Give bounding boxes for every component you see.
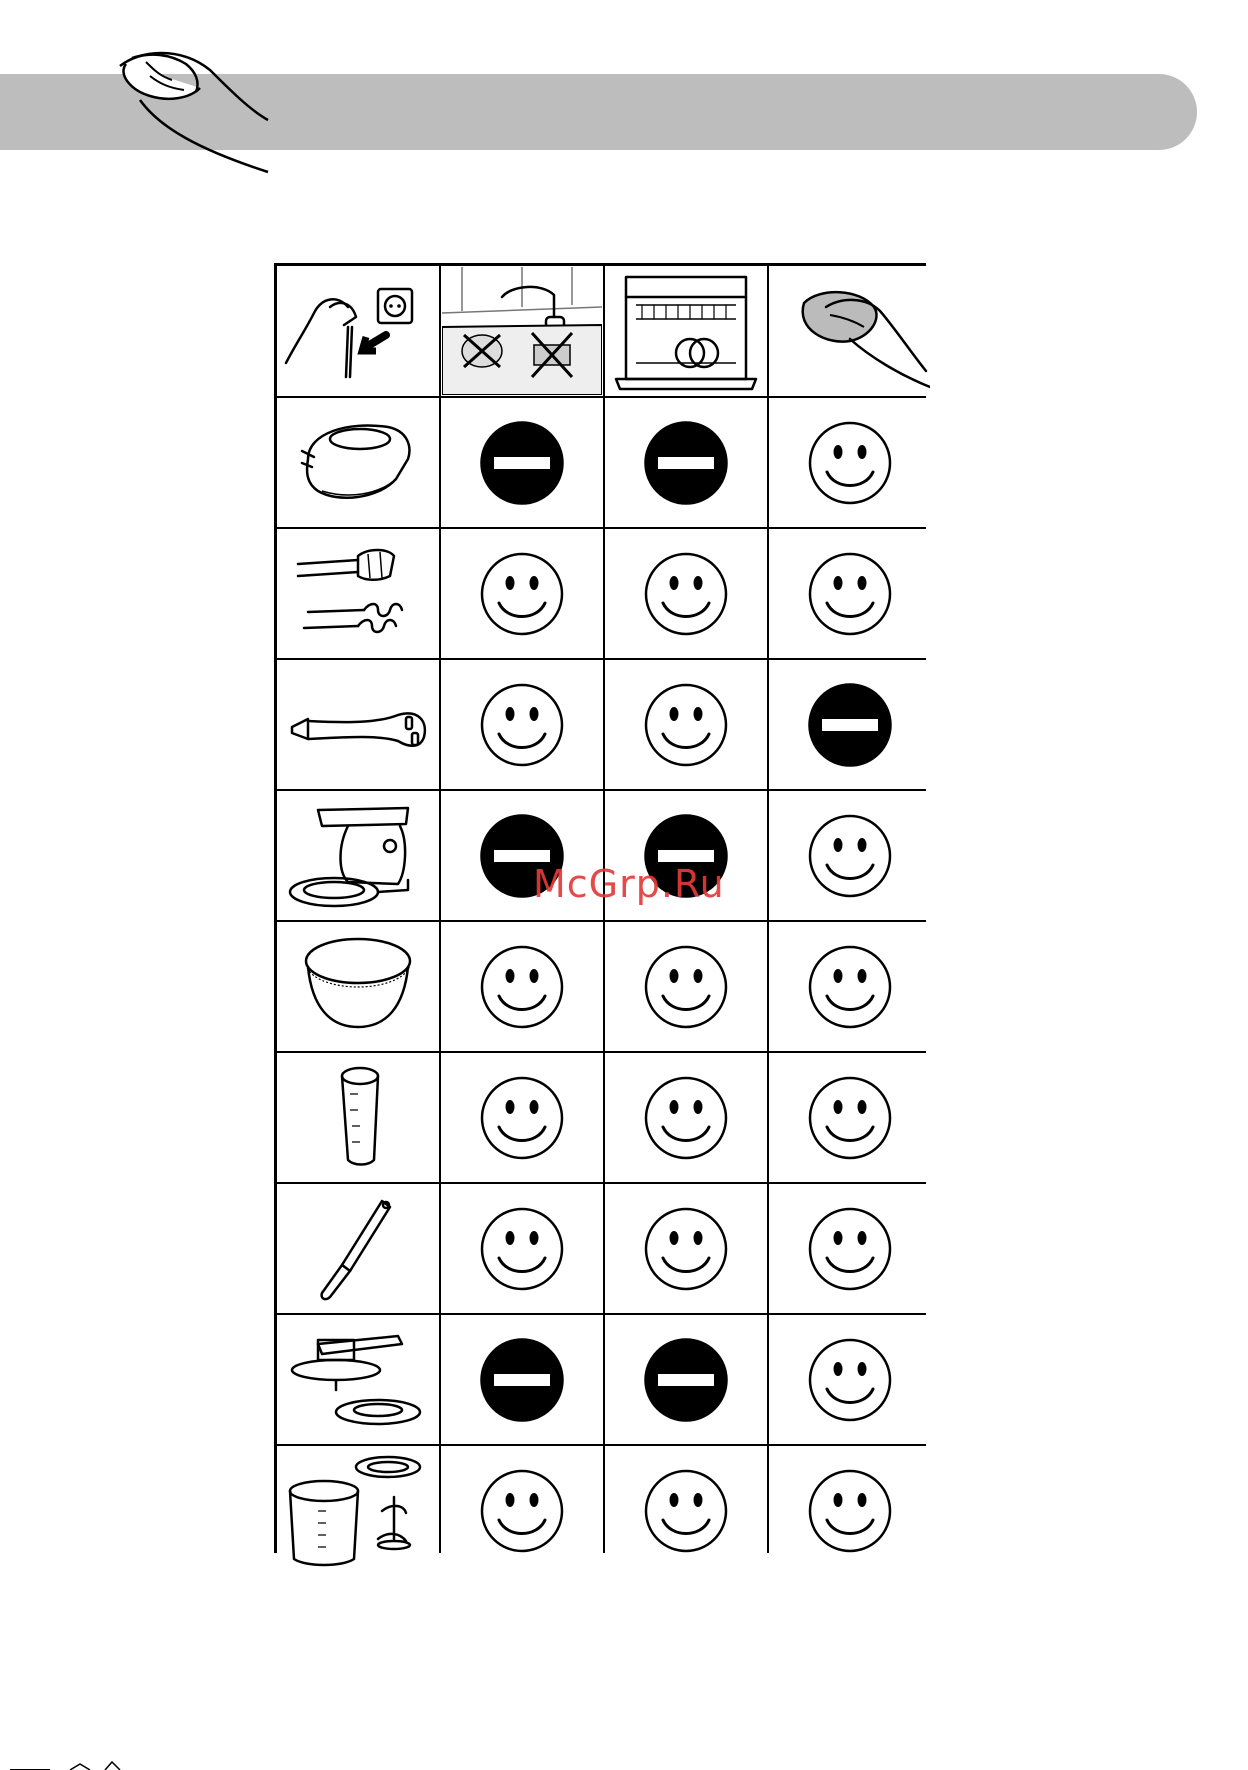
no-entry-forbidden-icon — [479, 420, 565, 506]
header-cell-dishwasher-icon — [605, 266, 767, 396]
status-cell — [769, 1315, 931, 1444]
status-cell — [605, 922, 767, 1051]
smiley-allowed-icon — [479, 1075, 565, 1161]
status-cell — [441, 398, 603, 527]
no-entry-forbidden-icon — [643, 1337, 729, 1423]
status-cell — [769, 922, 931, 1051]
no-entry-forbidden-icon — [807, 682, 893, 768]
status-cell — [769, 398, 931, 527]
status-cell — [769, 660, 931, 789]
dishwasher-icon — [606, 267, 766, 395]
smiley-allowed-icon — [807, 551, 893, 637]
smiley-allowed-icon — [807, 1337, 893, 1423]
status-cell — [605, 529, 767, 658]
part-cell-motor-unit — [277, 398, 439, 527]
chopper-lid-icon — [278, 1316, 438, 1444]
chopper-bowl-icon — [278, 1447, 438, 1575]
wiping-hand-icon — [0, 0, 270, 175]
status-cell — [605, 660, 767, 789]
beaters-hooks-icon — [278, 530, 438, 658]
smiley-allowed-icon — [643, 1075, 729, 1161]
smiley-allowed-icon — [643, 944, 729, 1030]
smiley-allowed-icon — [479, 1468, 565, 1554]
smiley-allowed-icon — [643, 1206, 729, 1292]
part-cell-beaters-and-dough-hooks — [277, 529, 439, 658]
status-cell — [441, 922, 603, 1051]
status-cell — [769, 1053, 931, 1182]
unplug-icon — [278, 267, 438, 395]
status-cell — [769, 791, 931, 920]
status-cell — [769, 1446, 931, 1575]
smiley-allowed-icon — [643, 551, 729, 637]
status-cell — [769, 529, 931, 658]
smiley-allowed-icon — [807, 420, 893, 506]
smiley-allowed-icon — [807, 944, 893, 1030]
no-water-immersion-icon — [442, 267, 602, 395]
smiley-allowed-icon — [479, 551, 565, 637]
part-cell-bowl — [277, 922, 439, 1051]
beaker-icon — [278, 1054, 438, 1182]
smiley-allowed-icon — [479, 682, 565, 768]
smiley-allowed-icon — [807, 1075, 893, 1161]
status-cell — [441, 1446, 603, 1575]
status-cell — [605, 1053, 767, 1182]
part-cell-spatula — [277, 1184, 439, 1313]
blender-foot-icon — [278, 661, 438, 789]
part-cell-chopper-lid — [277, 1315, 439, 1444]
smiley-allowed-icon — [807, 1206, 893, 1292]
status-cell — [605, 1315, 767, 1444]
part-cell-beaker — [277, 1053, 439, 1182]
part-cell-chopper-bowl-and-blade — [277, 1446, 439, 1575]
part-cell-stand — [277, 791, 439, 920]
status-cell — [605, 398, 767, 527]
wipe-cloth-icon — [770, 267, 930, 395]
smiley-allowed-icon — [479, 1206, 565, 1292]
cleaning-guide-table — [274, 263, 926, 1553]
smiley-allowed-icon — [643, 682, 729, 768]
spatula-icon — [278, 1185, 438, 1313]
page-edge-mark — [10, 1758, 150, 1770]
status-cell — [441, 1053, 603, 1182]
part-cell-blender-foot — [277, 660, 439, 789]
status-cell — [441, 660, 603, 789]
no-entry-forbidden-icon — [479, 1337, 565, 1423]
status-cell — [441, 1315, 603, 1444]
mixer-motor-icon — [278, 399, 438, 527]
status-cell — [769, 1184, 931, 1313]
smiley-allowed-icon — [643, 1468, 729, 1554]
header-cell-no-water-immersion-icon — [441, 266, 603, 396]
watermark: McGrp.Ru — [533, 862, 725, 906]
status-cell — [605, 1184, 767, 1313]
header-cell-unplug-icon — [277, 266, 439, 396]
status-cell — [441, 1184, 603, 1313]
smiley-allowed-icon — [807, 1468, 893, 1554]
bowl-icon — [278, 923, 438, 1051]
no-entry-forbidden-icon — [643, 420, 729, 506]
header-cell-wipe-cloth-icon — [769, 266, 931, 396]
stand-icon — [278, 792, 438, 920]
smiley-allowed-icon — [479, 944, 565, 1030]
status-cell — [441, 529, 603, 658]
smiley-allowed-icon — [807, 813, 893, 899]
status-cell — [605, 1446, 767, 1575]
